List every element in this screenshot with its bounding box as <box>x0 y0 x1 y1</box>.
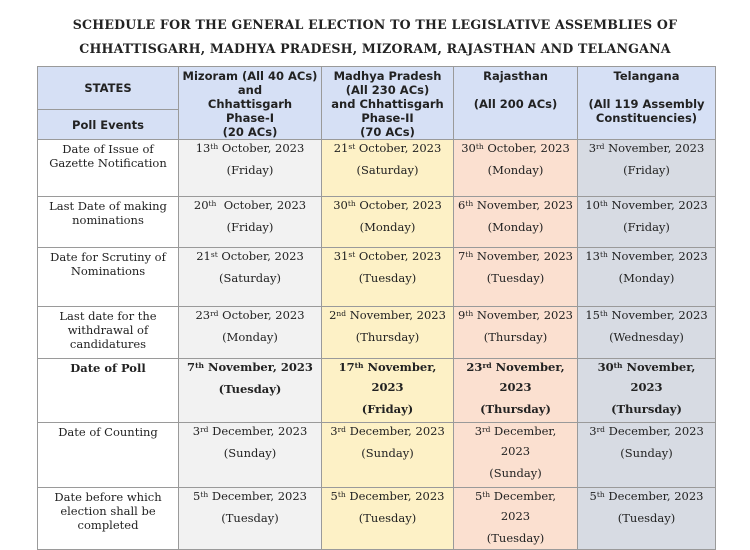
ordinal-suffix: th <box>208 199 217 208</box>
poll-event-label: Last date for the withdrawal of candidatures <box>38 307 179 359</box>
ordinal-suffix: th <box>465 199 474 208</box>
day-number: 23 <box>195 308 211 322</box>
month-year: November, 2023 <box>607 308 708 322</box>
date-text <box>179 489 321 503</box>
header-telangana <box>578 67 716 140</box>
weekday-text: (Tuesday) <box>221 511 279 525</box>
schedule-date-cell <box>179 197 322 248</box>
weekday-text: (Tuesday) <box>218 382 282 396</box>
header-line: Rajasthan <box>483 69 548 83</box>
month-year: December, 2023 <box>345 424 445 438</box>
date-text <box>322 308 453 322</box>
day-number: 31 <box>333 249 349 263</box>
date-text <box>179 308 321 322</box>
day-number: 2 <box>329 308 337 322</box>
date-text <box>179 424 321 438</box>
ordinal-suffix: nd <box>336 309 347 318</box>
poll-event-label: Date before which election shall be completed <box>38 488 179 550</box>
year-text: 2023 <box>499 380 532 394</box>
month-year: December, 2023 <box>604 424 704 438</box>
schedule-date-cell <box>322 359 454 423</box>
header-line: and Chhattisgarh <box>331 97 444 111</box>
month-year: November, 2023 <box>473 308 573 322</box>
date-text <box>454 489 577 503</box>
header-line <box>454 83 577 97</box>
day-number: 3 <box>589 424 597 438</box>
ordinal-suffix: th <box>210 142 219 151</box>
schedule-date-cell <box>322 423 454 488</box>
date-text <box>454 424 577 438</box>
day-number: 6 <box>457 198 466 212</box>
day-number: 7 <box>457 249 466 263</box>
ordinal-suffix: th <box>599 199 608 208</box>
schedule-date-cell <box>578 248 716 307</box>
month-year: December, <box>490 489 557 503</box>
schedule-date-cell <box>322 307 454 359</box>
ordinal-suffix: st <box>348 250 356 259</box>
schedule-date-cell <box>179 248 322 307</box>
ordinal-suffix: rd <box>200 425 209 434</box>
date-text <box>578 424 715 438</box>
day-number: 3 <box>330 424 338 438</box>
weekday-text: (Sunday) <box>223 446 277 460</box>
month-year: November, 2023 <box>473 249 573 263</box>
month-year: November, 2023 <box>203 360 313 374</box>
ordinal-suffix: rd <box>482 361 492 370</box>
month-year: October, 2023 <box>217 249 304 263</box>
ordinal-suffix: rd <box>482 425 491 434</box>
schedule-date-cell <box>578 359 716 423</box>
month-year: November, 2023 <box>473 198 573 212</box>
month-year: November, 2023 <box>607 198 708 212</box>
ordinal-suffix: th <box>354 361 364 370</box>
date-text <box>322 141 453 155</box>
month-year: November, 2023 <box>607 249 708 263</box>
weekday-text: (Thursday) <box>480 402 551 416</box>
schedule-date-cell <box>454 248 578 307</box>
header-line: (All 119 Assembly <box>588 97 705 111</box>
date-text <box>578 360 715 374</box>
table-row <box>38 307 716 359</box>
weekday-text: (Tuesday) <box>358 511 417 525</box>
ordinal-suffix: th <box>347 199 356 208</box>
table-row <box>38 140 716 197</box>
ordinal-suffix: rd <box>337 425 346 434</box>
year-text: 2023 <box>630 380 663 394</box>
header-line <box>578 83 715 97</box>
month-year: October, 2023 <box>218 308 305 322</box>
weekday-text: (Monday) <box>487 163 544 177</box>
year-text: 2023 <box>500 509 531 523</box>
weekday-text: (Tuesday) <box>486 271 545 285</box>
header-line: Telangana <box>613 69 680 83</box>
ordinal-suffix: rd <box>596 142 605 151</box>
month-year: October, 2023 <box>355 141 442 155</box>
date-text <box>179 141 321 155</box>
date-text <box>322 360 453 374</box>
date-text <box>322 249 453 263</box>
poll-event-label: Date of Counting <box>38 423 179 488</box>
table-row <box>38 248 716 307</box>
weekday-text: (Friday) <box>226 163 274 177</box>
schedule-date-cell <box>179 488 322 550</box>
document-title-line-2: CHHATTISGARH, MADHYA PRADESH, MIZORAM, RAJASTHAN AND TELANGANA <box>79 41 671 56</box>
schedule-date-cell <box>578 423 716 488</box>
month-year: December, 2023 <box>604 489 704 503</box>
header-line: Chhattisgarh <box>207 97 293 111</box>
ordinal-suffix: th <box>465 309 474 318</box>
document-title-line-1: SCHEDULE FOR THE GENERAL ELECTION TO THE LEGISLATIVE ASSEMBLIES OF <box>72 17 678 32</box>
poll-event-label: Last Date of making nominations <box>38 197 179 248</box>
ordinal-suffix: th <box>337 490 346 499</box>
day-number: 5 <box>589 489 597 503</box>
day-number: 30 <box>461 141 476 155</box>
day-number: 5 <box>474 489 483 503</box>
header-rajasthan <box>454 67 578 140</box>
header-mizoram-chhattisgarh-phase1 <box>179 67 322 140</box>
weekday-text: (Tuesday) <box>617 511 676 525</box>
day-number: 3 <box>588 141 597 155</box>
month-year: October, 2023 <box>355 198 442 212</box>
month-year: November, 2023 <box>604 141 705 155</box>
day-number: 30 <box>597 360 614 374</box>
table-row <box>38 423 716 488</box>
ordinal-suffix: th <box>482 490 491 499</box>
ordinal-suffix: th <box>475 142 484 151</box>
month-year: December, 2023 <box>345 489 445 503</box>
ordinal-suffix: th <box>195 361 204 370</box>
ordinal-suffix: th <box>613 361 623 370</box>
date-text <box>454 249 577 263</box>
weekday-text: (Friday) <box>226 220 274 234</box>
header-line: (All 230 ACs) <box>345 83 430 97</box>
date-text <box>454 308 577 322</box>
schedule-date-cell <box>454 359 578 423</box>
weekday-text: (Monday) <box>359 220 416 234</box>
day-number: 7 <box>187 360 196 374</box>
poll-events-header: Poll Events <box>38 110 179 140</box>
schedule-date-cell <box>322 140 454 197</box>
date-text <box>179 249 321 263</box>
poll-event-label: Date of Issue of Gazette Notification <box>38 140 179 197</box>
date-text <box>578 198 715 212</box>
table-row <box>38 488 716 550</box>
weekday-text: (Thursday) <box>611 402 682 416</box>
date-text <box>578 489 715 503</box>
weekday-text: (Tuesday) <box>358 271 417 285</box>
date-text <box>179 198 321 212</box>
schedule-date-cell <box>322 248 454 307</box>
month-year: October, 2023 <box>218 141 305 155</box>
date-text <box>454 141 577 155</box>
header-line: (20 ACs) <box>222 125 278 139</box>
schedule-date-cell <box>454 423 578 488</box>
header-line: Phase-II <box>361 111 414 125</box>
schedule-date-cell <box>454 488 578 550</box>
schedule-date-cell <box>179 140 322 197</box>
ordinal-suffix: th <box>599 250 608 259</box>
weekday-text: (Friday) <box>623 163 670 177</box>
month-year: December, <box>490 424 557 438</box>
month-year: October, 2023 <box>216 198 307 212</box>
schedule-date-cell <box>578 197 716 248</box>
day-number: 21 <box>333 141 349 155</box>
date-text <box>322 198 453 212</box>
weekday-text: (Saturday) <box>356 163 419 177</box>
header-line: Mizoram (All 40 ACs) <box>182 69 318 83</box>
year-text: 2023 <box>500 444 531 458</box>
election-schedule-table <box>37 66 716 550</box>
month-year: November, <box>363 360 437 374</box>
schedule-date-cell <box>322 197 454 248</box>
schedule-date-cell <box>578 140 716 197</box>
weekday-text: (Thursday) <box>355 330 420 344</box>
schedule-body <box>38 140 716 550</box>
day-number: 30 <box>333 198 348 212</box>
weekday-text: (Monday) <box>618 271 675 285</box>
schedule-date-cell <box>322 488 454 550</box>
day-number: 13 <box>195 141 211 155</box>
ordinal-suffix: st <box>210 250 218 259</box>
day-number: 10 <box>585 198 600 212</box>
ordinal-suffix: th <box>599 309 608 318</box>
table-row <box>38 359 716 423</box>
day-number: 21 <box>196 249 211 263</box>
date-text <box>322 424 453 438</box>
schedule-date-cell <box>578 488 716 550</box>
header-line: Constituencies) <box>595 111 698 125</box>
poll-event-label: Date of Poll <box>38 359 179 423</box>
header-line: (70 ACs) <box>360 125 415 139</box>
schedule-date-cell <box>179 307 322 359</box>
schedule-date-cell <box>179 423 322 488</box>
schedule-date-cell <box>179 359 322 423</box>
day-number: 9 <box>457 308 466 322</box>
day-number: 23 <box>466 360 483 374</box>
month-year: November, 2023 <box>346 308 446 322</box>
day-number: 13 <box>585 249 600 263</box>
weekday-text: (Sunday) <box>620 446 673 460</box>
date-text <box>454 360 577 374</box>
date-text <box>578 249 715 263</box>
weekday-text: (Thursday) <box>483 330 548 344</box>
month-year: October, 2023 <box>483 141 570 155</box>
month-year: November, <box>491 360 565 374</box>
header-line: Phase-I <box>225 111 275 125</box>
date-text <box>322 489 453 503</box>
schedule-date-cell <box>454 140 578 197</box>
schedule-date-cell <box>454 307 578 359</box>
day-number: 17 <box>338 360 355 374</box>
poll-event-label: Date for Scrutiny of Nominations <box>38 248 179 307</box>
schedule-date-cell <box>454 197 578 248</box>
weekday-text: (Monday) <box>487 220 544 234</box>
header-line: and <box>237 83 263 97</box>
ordinal-suffix: th <box>200 490 209 499</box>
states-header: STATES <box>38 67 179 110</box>
header-line: (All 200 ACs) <box>473 97 558 111</box>
weekday-text: (Monday) <box>222 330 278 344</box>
weekday-text: (Sunday) <box>361 446 414 460</box>
ordinal-suffix: rd <box>210 309 219 318</box>
day-number: 20 <box>193 198 209 212</box>
ordinal-suffix: th <box>465 250 474 259</box>
year-text: 2023 <box>371 380 404 394</box>
day-number: 3 <box>474 424 483 438</box>
ordinal-suffix: th <box>596 490 605 499</box>
date-text <box>179 360 321 374</box>
weekday-text: (Wednesday) <box>609 330 684 344</box>
table-row <box>38 197 716 248</box>
date-text <box>578 141 715 155</box>
weekday-text: (Saturday) <box>219 271 281 285</box>
day-number: 5 <box>330 489 338 503</box>
schedule-date-cell <box>578 307 716 359</box>
weekday-text: (Friday) <box>361 402 414 416</box>
ordinal-suffix: rd <box>596 425 605 434</box>
weekday-text: (Friday) <box>623 220 670 234</box>
weekday-text: (Sunday) <box>489 466 542 480</box>
weekday-text: (Tuesday) <box>486 531 545 545</box>
header-line: Madhya Pradesh <box>333 69 442 83</box>
month-year: October, 2023 <box>355 249 442 263</box>
header-madhya-pradesh-chhattisgarh-phase2 <box>322 67 454 140</box>
month-year: December, 2023 <box>208 489 307 503</box>
day-number: 5 <box>193 489 201 503</box>
date-text <box>578 308 715 322</box>
month-year: December, 2023 <box>208 424 308 438</box>
month-year: November, <box>622 360 696 374</box>
day-number: 3 <box>192 424 201 438</box>
date-text <box>454 198 577 212</box>
ordinal-suffix: st <box>348 142 356 151</box>
day-number: 15 <box>585 308 600 322</box>
